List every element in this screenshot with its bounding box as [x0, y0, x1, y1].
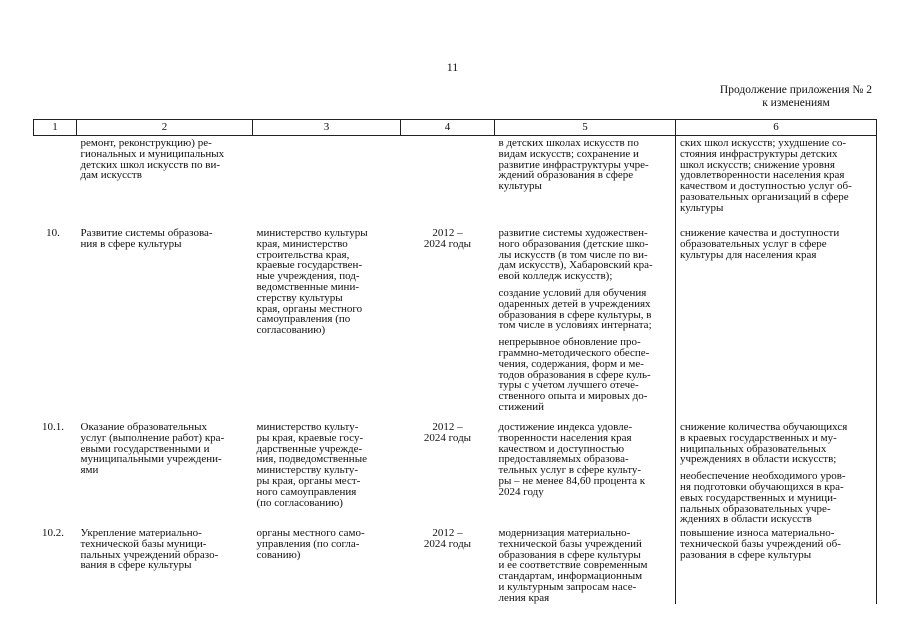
- continuation-line2: к изменениям: [762, 96, 830, 109]
- cell-consequences: [676, 526, 877, 604]
- cell-name: Оказание образовательных услуг (выполнение работ) кра- евыми государственными и муниципальными учреждени- ями: [80, 421, 225, 477]
- result-item: в детских школах искусств по видам искусств; сохранение и развитие инфраструктуры учре- ждений образования в сфере культуры: [498, 137, 649, 193]
- cell-number: 10.: [46, 227, 60, 239]
- result-item: модернизация материально- технической базы учреждений образования в сфере культуры и ее соответствие современным стандартам, информационным и культурным запросам насе- ления края: [498, 527, 648, 604]
- cell-number: [34, 136, 77, 227]
- consequence-item: снижение качества и доступности образовательных услуг в сфере культуры для населения края: [680, 227, 840, 261]
- table-row: [34, 420, 877, 526]
- cell-executors: министерство культуры края, министерство строительства края, краевые государствен- ные учреждения, под- ведомственные мини- стерству культуры края, органы местного самоуправления (по согласованию): [256, 227, 368, 337]
- continuation-line1: Продолжение приложения № 2: [719, 84, 872, 96]
- cell-executors: министерство культу- ры края, краевые госу- дарственные учрежде- ния, подведомственные министерству культу- ры края, органы мест- ного самоуправления (по согласованию): [256, 421, 367, 509]
- cell-period: 2012 – 2024 годы: [423, 227, 472, 250]
- cell-results: [495, 226, 676, 420]
- col-header-6: 6: [676, 120, 877, 136]
- cell-consequences: [676, 420, 877, 526]
- result-item: достижение индекса удовле- творенности населения края качеством и доступностью предоставляемых образова- тельных услуг в сфере культу- ры – не менее 84,60 процента к 2024 году: [498, 421, 646, 498]
- continuation-header: [720, 84, 872, 109]
- cell-consequences: [676, 136, 877, 227]
- cell-results: [495, 136, 676, 227]
- cell-period: 2012 – 2024 годы: [423, 421, 472, 444]
- cell-results: [495, 420, 676, 526]
- consequence-item: необеспечение необходимого уров- ня подготовки обучающихся в кра- евых государственных и муници- пальных образовательных учре- ждениях в области искусств: [680, 470, 846, 526]
- table-header-row: [34, 120, 877, 136]
- cell-name: Укрепление материально- технической базы муници- пальных учреждений образо- вания в сфере культуры: [80, 527, 219, 572]
- col-header-2: 2: [77, 120, 253, 136]
- result-item: развитие системы художествен- ного образования (детские шко- лы искусств (в том числе по ви- дам искусств), Хабаровский кра- евой колледж искусств);: [498, 227, 653, 283]
- cell-name: Развитие системы образова- ния в сфере культуры: [80, 227, 213, 250]
- cell-period: [401, 136, 495, 227]
- cell-executors: [253, 136, 401, 227]
- col-header-4: 4: [401, 120, 495, 136]
- cell-number: 10.2.: [42, 527, 64, 539]
- table-row: [34, 226, 877, 420]
- col-header-5: 5: [495, 120, 676, 136]
- cell-results: [495, 526, 676, 604]
- cell-number: 10.1.: [42, 421, 64, 433]
- cell-name: ремонт, реконструкцию) ре- гиональных и муниципальных детских школ искусств по ви- дам искусств: [80, 137, 225, 182]
- col-header-1: 1: [34, 120, 77, 136]
- consequence-item: повышение износа материально- технической базы учреждений об- разования в сфере культуры: [680, 527, 841, 561]
- table-row: [34, 526, 877, 604]
- result-item: непрерывное обновление про- граммно-методического обеспе- чения, содержания, форм и ме- тодов образования в сфере куль- туры с учетом лучшего отече- ственного опыта и мировых до- стижений: [498, 336, 651, 413]
- table-row: [34, 136, 877, 227]
- page-number: 11: [446, 60, 459, 74]
- cell-executors: органы местного само- управления (по согла- сованию): [256, 527, 365, 561]
- appendix-table: [33, 119, 877, 604]
- consequence-item: снижение количества обучающихся в краевых государственных и му- ниципальных образовательных учреждениях в области искусств;: [680, 421, 848, 466]
- consequence-item: ских школ искусств; ухудшение со- стояния инфраструктуры детских школ искусств; снижение уровня удовлетворенности населения края качеством и доступностью услуг об- разовательных организаций в сфере культуры: [680, 137, 852, 214]
- col-header-3: 3: [253, 120, 401, 136]
- cell-period: 2012 – 2024 годы: [423, 527, 472, 550]
- cell-consequences: [676, 226, 877, 420]
- result-item: создание условий для обучения одаренных детей в учреждениях образования в сфере культуры, в том числе в условиях интерната;: [498, 286, 652, 332]
